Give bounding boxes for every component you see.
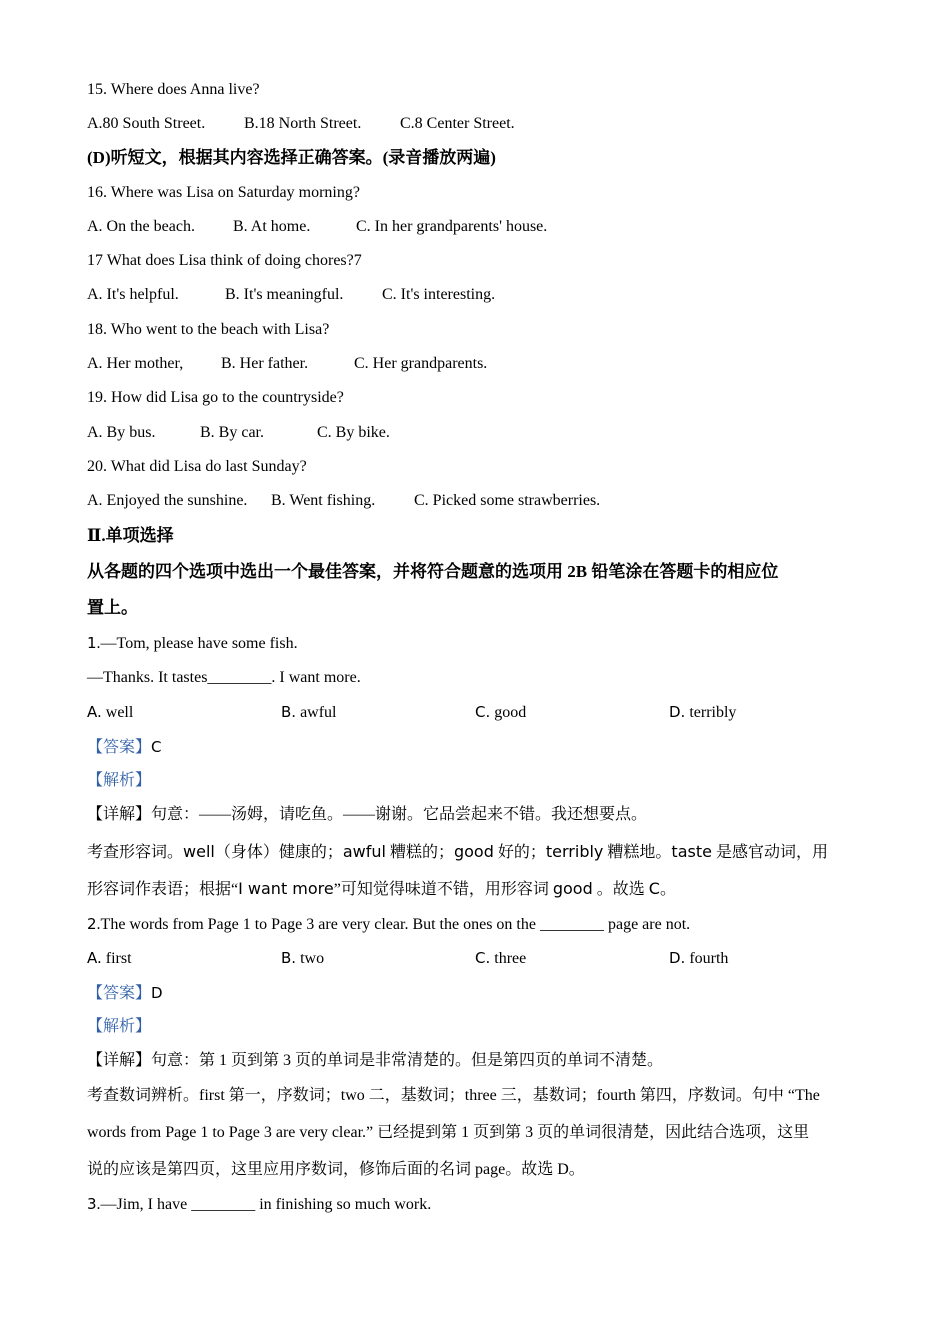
q2-explain-line1: 考查数词辨析。first 第一，序数词；two 二，基数词；three 三，基数词；fourth 第四，序数词。句中 “The: [87, 1087, 820, 1104]
section-2-instruction-line1: 从各题的四个选项中选出一个最佳答案，并将符合题意的选项用 2B 铅笔涂在答题卡的相应位: [87, 562, 779, 581]
q2-detail: 【详解】句意：第 1 页到第 3 页的单词是非常清楚的。但是第四页的单词不清楚。: [87, 1052, 664, 1069]
answer-value: C: [151, 738, 162, 756]
q2-option-c: C. three: [475, 949, 527, 967]
question-18: 18. Who went to the beach with Lisa?: [87, 321, 330, 338]
q2-stem: [87, 912, 690, 937]
q1-option-a: A. well: [87, 703, 134, 721]
q2-option-a: A. first: [87, 949, 132, 967]
option-b: B. Went fishing.: [271, 492, 376, 509]
answer-label: 【答案】: [87, 985, 152, 1002]
q1-line1: .—Tom, please have some fish.: [96, 635, 298, 652]
option-c: C. Her grandparents.: [354, 355, 488, 372]
q2-line1: .The words from Page 1 to Page 3 are very clear. But the ones on the ________ page are not.: [96, 916, 691, 933]
q2-analysis-label: 【解析】: [87, 1018, 152, 1035]
q1-analysis-label: 【解析】: [87, 772, 152, 789]
question-15: 15. Where does Anna live?: [87, 81, 260, 98]
q2-answer: [87, 981, 163, 1006]
q3-stem: [87, 1192, 431, 1217]
answer-label: 【答案】: [87, 739, 152, 756]
option-b: B.18 North Street.: [244, 115, 362, 132]
q2-option-d: D. fourth: [669, 949, 729, 967]
q1-option-c: C. good: [475, 703, 527, 721]
q1-stem-line2: —Thanks. It tastes________. I want more.: [87, 669, 361, 686]
answer-value: D: [151, 984, 163, 1002]
option-a: A. On the beach.: [87, 218, 195, 235]
question-20: 20. What did Lisa do last Sunday?: [87, 458, 307, 475]
option-a: A.80 South Street.: [87, 115, 206, 132]
question-17: 17 What does Lisa think of doing chores?7: [87, 252, 362, 269]
option-a: A. Her mother,: [87, 355, 184, 372]
option-c: C. By bike.: [317, 424, 390, 441]
q1-stem: [87, 631, 298, 656]
q2-explain-line3: 说的应该是第四页，这里应用序数词，修饰后面的名词 page。故选 D。: [87, 1161, 585, 1178]
question-16: 16. Where was Lisa on Saturday morning?: [87, 184, 360, 201]
q1-explain-line2: 形容词作表语；根据“I want more”可知觉得味道不错，用形容词 good 。故选 C。: [87, 879, 676, 898]
option-b: B. It's meaningful.: [225, 286, 344, 303]
option-b: B. By car.: [200, 424, 264, 441]
q1-option-d: D. terribly: [669, 703, 737, 721]
q2-number: 2: [87, 915, 97, 933]
option-b: B. Her father.: [221, 355, 309, 372]
q2-option-b: B. two: [281, 949, 325, 967]
q1-answer: [87, 735, 162, 760]
q3-line1: .—Jim, I have ________ in finishing so much work.: [96, 1196, 432, 1213]
q2-explain-line2: words from Page 1 to Page 3 are very clear.” 已经提到第 1 页到第 3 页的单词很清楚，因此结合选项，这里: [87, 1124, 810, 1141]
option-b: B. At home.: [233, 218, 311, 235]
q3-number: 3: [87, 1195, 97, 1213]
q1-detail: 【详解】句意：——汤姆，请吃鱼。——谢谢。它品尝起来不错。我还想要点。: [87, 806, 648, 823]
option-c: C. In her grandparents' house.: [356, 218, 548, 235]
section-2-title: Ⅱ.单项选择: [87, 526, 174, 545]
option-a: A. Enjoyed the sunshine.: [87, 492, 248, 509]
option-c: C. It's interesting.: [382, 286, 496, 303]
option-c: C.8 Center Street.: [400, 115, 515, 132]
option-c: C. Picked some strawberries.: [414, 492, 601, 509]
option-a: A. By bus.: [87, 424, 156, 441]
q1-explain-line1: 考查形容词。well（身体）健康的；awful 糟糕的；good 好的；terribly 糟糕地。taste 是感官动词，用: [87, 842, 828, 861]
q1-option-b: B. awful: [281, 703, 337, 721]
q1-number: 1: [87, 634, 97, 652]
section-2-instruction-line2: 置上。: [87, 598, 138, 617]
question-19: 19. How did Lisa go to the countryside?: [87, 389, 344, 406]
option-a: A. It's helpful.: [87, 286, 179, 303]
section-d-heading: (D)听短文，根据其内容选择正确答案。(录音播放两遍): [87, 148, 496, 167]
